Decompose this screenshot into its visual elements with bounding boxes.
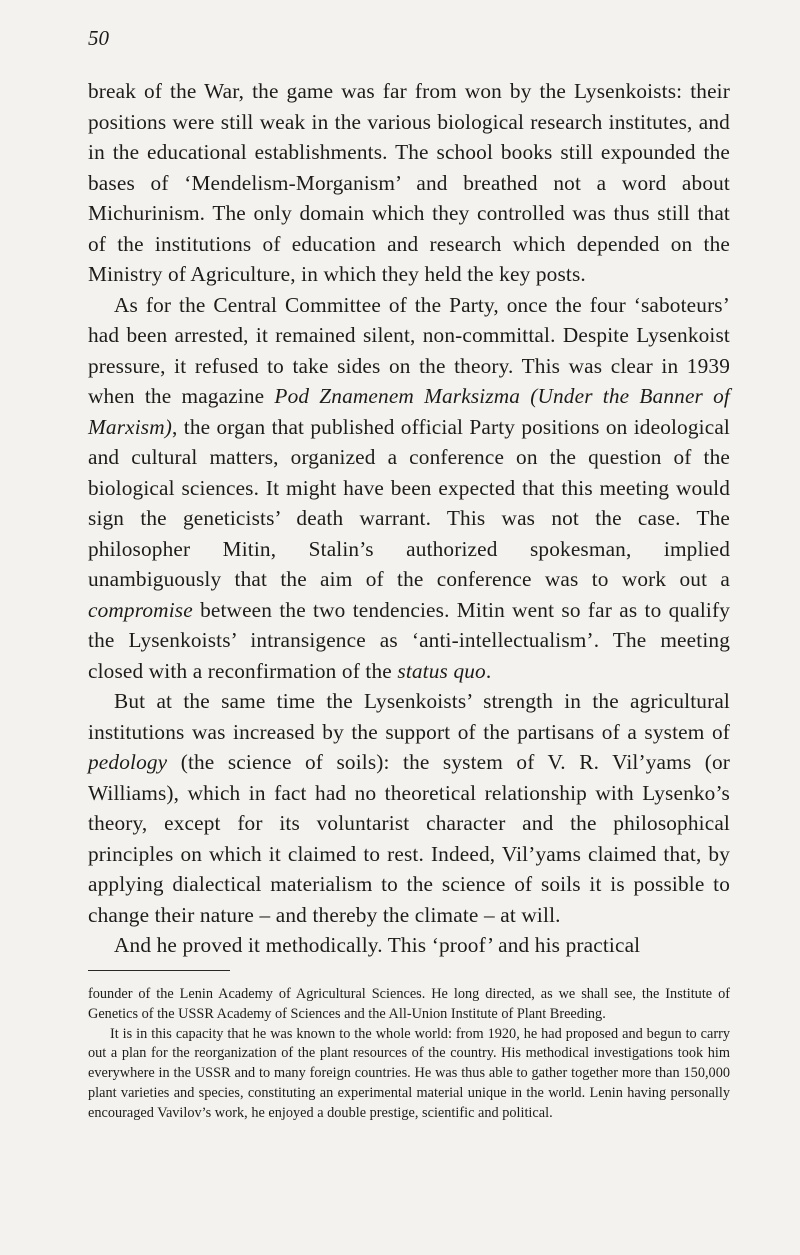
footnote-2: It is in this capacity that he was known to the whole world: from 1920, he had proposed and begun to carry out a plan for the reorganization of the plant resources of the country. His methodical investigations took him everywhere in the USSR and to many foreign countries. He was thus able to gather together more than 150,000 plant varieties and species, constituting an experimental material unique in the world. Lenin having personally encouraged Vavilov’s work, he enjoyed a double prestige, scientific and political. <box>88 1025 730 1121</box>
page-number: 50 <box>88 26 109 50</box>
body-text <box>88 76 730 961</box>
paragraph-2-text-a: As for the Central Committee of the Party, once the four ‘saboteurs’ had been arrested, it remained silent, non-committal. Despite Lysenkoist pressure, it refused to take sides on the theory. This was clear in 1939 when the magazine <box>88 292 730 408</box>
paragraph-3-text-b: (the science of soils): the system of V. R. Vil’yams (or Williams), which in fact had no theoretical relationship with Lysenko’s theory, except for its voluntarist character and the philosophical principles on which it claimed to rest. Indeed, Vil’yams claimed that, by applying dialectical materialism to the science of soils it is possible to change their nature – and thereby the climate – at will. <box>88 750 730 927</box>
paragraph-2 <box>88 290 730 687</box>
emphasis-status-quo: status quo <box>397 658 486 683</box>
paragraph-1-text: break of the War, the game was far from won by the Lysenkoists: their positions were still weak in the various biological research institutes, and in the educational establishments. The school books still expounded the bases of ‘Mendelism-Morganism’ and breathed not a word about Michurinism. The only domain which they controlled was thus still that of the institutions of education and research which depended on the Ministry of Agriculture, in which they held the key posts. <box>88 79 730 286</box>
emphasis-compromise: compromise <box>88 597 193 622</box>
paragraph-1 <box>88 76 730 290</box>
paragraph-2-text-c: between the two tendencies. Mitin went so far as to qualify the Lysenkoists’ intransigence as ‘anti-intellectualism’. The meeting closed with a reconfirmation of the <box>88 597 730 683</box>
paragraph-3 <box>88 686 730 930</box>
emphasis-pedology: pedology <box>88 750 168 774</box>
footnote-rule <box>88 970 230 971</box>
paragraph-2-text-d: . <box>485 658 492 683</box>
footnote-1: founder of the Lenin Academy of Agricultural Sciences. He long directed, as we shall see, the Institute of Genetics of the USSR Academy of Sciences and the All-Union Institute of Plant Breeding. <box>88 986 730 1022</box>
paragraph-4 <box>88 930 730 961</box>
paragraph-2-text-b: , the organ that published official Party positions on ideological and cultural matters, organized a conference on the question of the biological sciences. It might have been expected that this meeting would sign the geneticists’ death warrant. This was not the case. The philosopher Mitin, Stalin’s authorized spokesman, implied unambiguously that the aim of the conference was to work out a <box>88 414 730 591</box>
paragraph-3-text-a: But at the same time the Lysenkoists’ strength in the agricultural institutions was increased by the support of the partisans of a system of <box>88 689 730 744</box>
paragraph-4-text: And he proved it methodically. This ‘proof’ and his practical <box>114 933 641 957</box>
footnotes <box>88 985 730 1124</box>
magazine-title: Pod Znamenem Marksizma (Under the Banner of Marxism) <box>88 384 730 439</box>
